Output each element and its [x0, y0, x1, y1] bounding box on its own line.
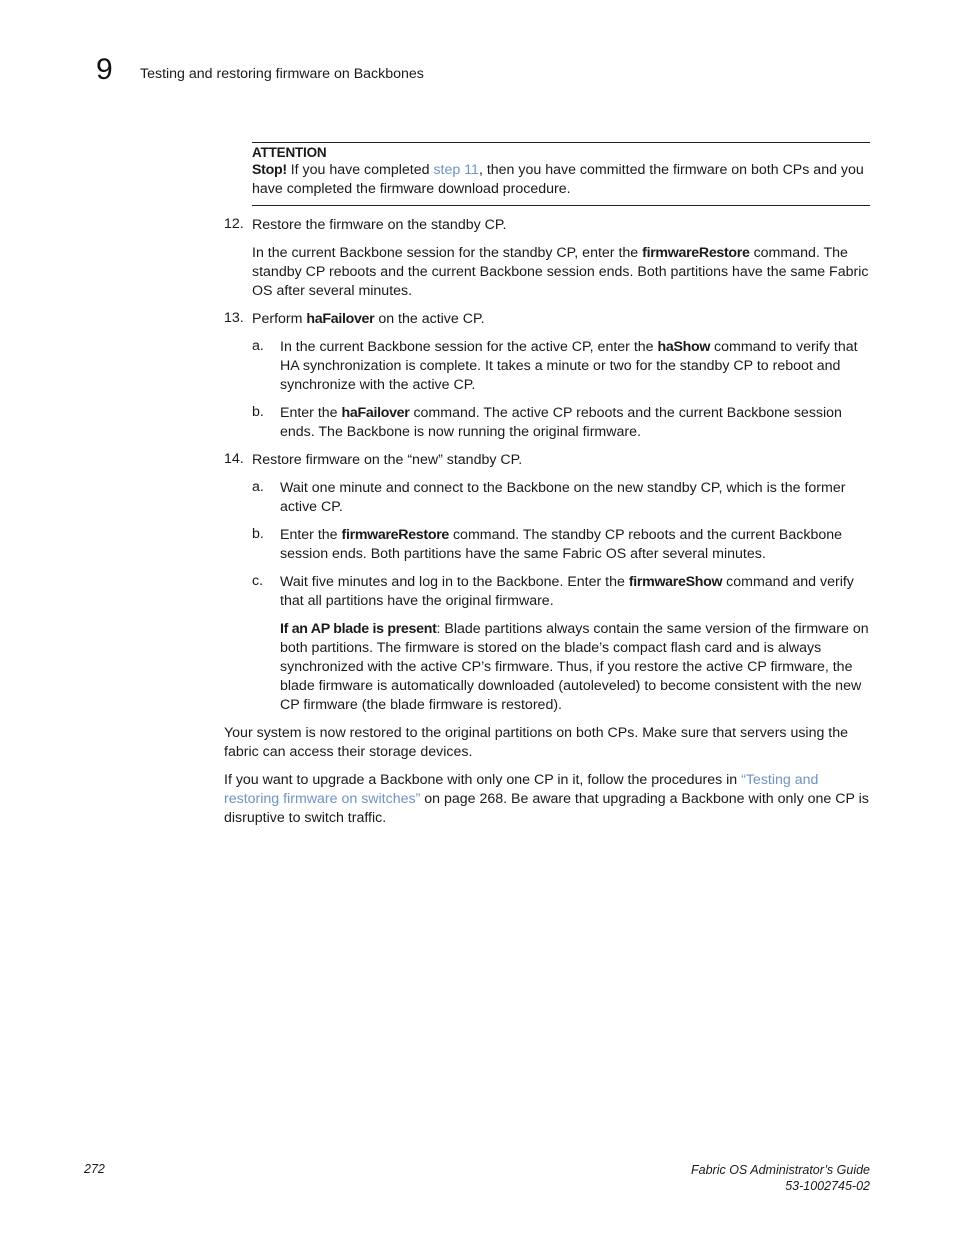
command-name: haFailover: [341, 405, 410, 421]
command-name: haFailover: [306, 311, 375, 327]
command-name: firmwareRestore: [341, 527, 450, 543]
testing-restoring-switches-link[interactable]: “Testing and restoring firmware on switches”: [224, 772, 819, 807]
ap-blade-note: If an AP blade is present: Blade partitions always contain the same version of the firmware on both partitions. The firmware is stored on the blade’s compact flash card and is always synchronized with the active CP’s firmware. Thus, if you restore the active CP firmware, the blade firmware is automatically downloaded (autoleveled) to become consistent with the new CP firmware (the blade firmware is restored).: [280, 621, 869, 713]
step-text: Restore firmware on the “new” standby CP.: [252, 452, 523, 468]
step-13-b: b. Enter the haFailover command. The active CP reboots and the current Backbone session ends. The Backbone is now running the original firmware.: [252, 404, 842, 440]
chapter-number: 9: [96, 53, 113, 86]
step-14-c: c. Wait five minutes and log in to the Backbone. Enter the firmwareShow command and verify that all partitions have the original firmware.: [252, 573, 854, 609]
substep-letter: c.: [252, 573, 264, 589]
step-14-b: b. Enter the firmwareRestore command. The standby CP reboots and the current Backbone session ends. Both partitions have the same Fabric OS after several minutes.: [252, 526, 843, 562]
step-12: [224, 216, 870, 235]
step-number: 12.: [224, 216, 244, 232]
footer-doc-info: [691, 1162, 870, 1194]
closing-paragraph-1: Your system is now restored to the original partitions on both CPs. Make sure that servers using the fabric can access their storage devices.: [224, 725, 849, 760]
step-number: 14.: [224, 451, 244, 467]
guide-title: Fabric OS Administrator’s Guide: [691, 1163, 870, 1177]
command-name: haShow: [657, 339, 711, 355]
substep-letter: a.: [252, 338, 264, 354]
substep-letter: b.: [252, 404, 264, 420]
attention-heading: ATTENTION: [252, 145, 327, 160]
step-number: 13.: [224, 310, 244, 326]
command-name: firmwareRestore: [642, 245, 750, 261]
note-bold-lead: If an AP blade is present: [280, 621, 437, 637]
page-content: [224, 142, 870, 837]
step-14-a: a. Wait one minute and connect to the Backbone on the new standby CP, which is the former active CP.: [252, 479, 846, 515]
closing-paragraph-2: If you want to upgrade a Backbone with only one CP in it, follow the procedures in “Testing and restoring firmware on switches” on page 268. Be aware that upgrading a Backbone with only one CP is disruptive to switch traffic.: [224, 772, 869, 826]
step-14: [224, 451, 870, 470]
substep-letter: b.: [252, 526, 264, 542]
doc-number: 53-1002745-02: [785, 1179, 870, 1193]
step-12-detail: In the current Backbone session for the standby CP, enter the firmwareRestore command. The standby CP reboots and the current Backbone session ends. Both partitions have the same Fabric OS after several minutes.: [252, 245, 869, 299]
step-11-link[interactable]: step 11: [433, 162, 479, 178]
attention-bold-lead: Stop!: [252, 162, 287, 178]
substep-letter: a.: [252, 479, 264, 495]
step-13: 13. Perform haFailover on the active CP.: [224, 310, 485, 327]
chapter-title: Testing and restoring firmware on Backbones: [140, 66, 424, 82]
command-name: firmwareShow: [628, 574, 723, 590]
step-13-a: a. In the current Backbone session for the active CP, enter the haShow command to verify that HA synchronization is complete. It takes a minute or two for the standby CP to reboot and synchronize with the active CP.: [252, 338, 858, 393]
attention-box: [252, 142, 870, 206]
attention-text: Stop! If you have completed step 11, then you have committed the firmware on both CPs and you have completed the firmware download procedure.: [252, 162, 864, 197]
step-text: Restore the firmware on the standby CP.: [252, 217, 507, 233]
page-number: 272: [84, 1162, 105, 1176]
